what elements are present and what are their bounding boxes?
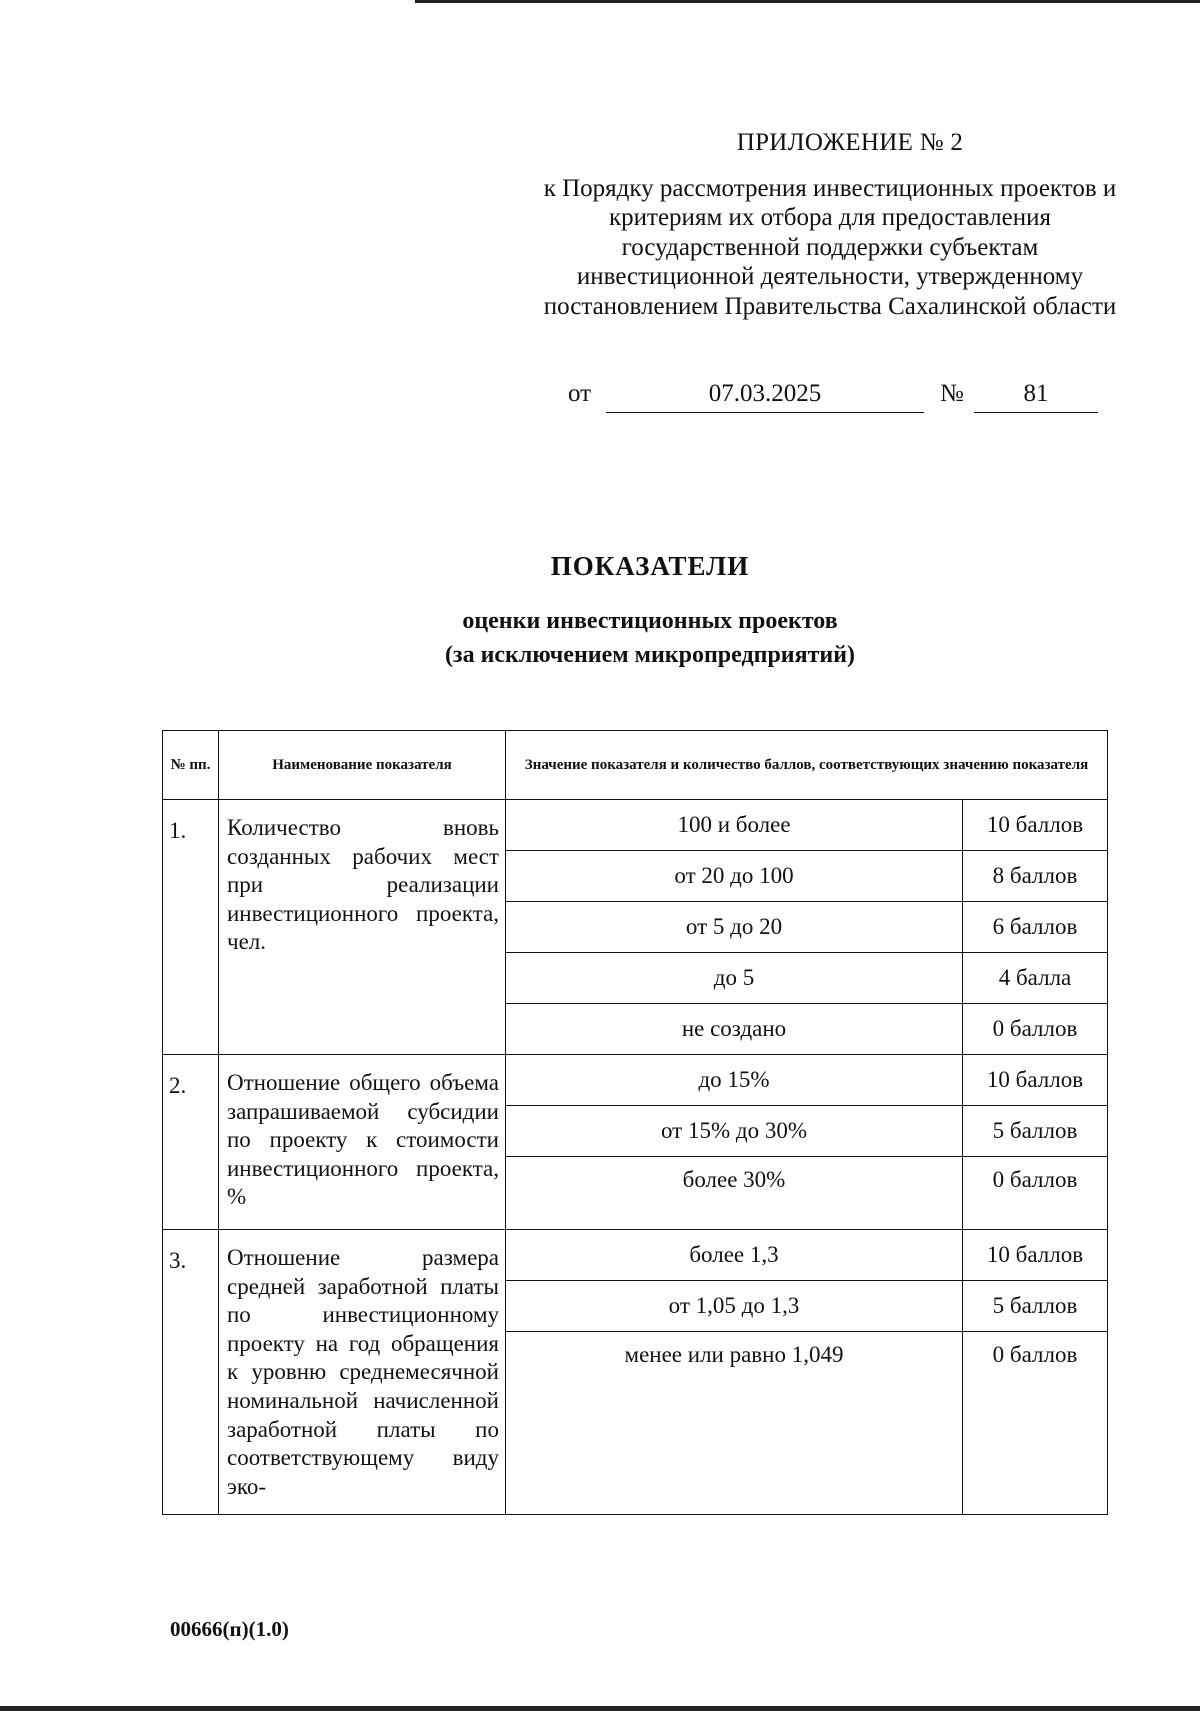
page-title: ПОКАЗАТЕЛИ — [550, 551, 750, 581]
indicator-value: от 1,05 до 1,3 — [506, 1281, 963, 1332]
indicator-points: 0 баллов — [963, 1157, 1108, 1230]
indicator-points: 10 баллов — [963, 800, 1108, 851]
indicator-name: Отношение общего объема запрашиваемой субсидии по проекту к стоимости инвестиционного проекта, % — [219, 1055, 506, 1230]
row-number: 3. — [163, 1230, 219, 1515]
table-header-row — [163, 731, 1108, 800]
indicator-points: 10 баллов — [963, 1230, 1108, 1281]
indicator-points: 0 баллов — [963, 1332, 1108, 1515]
indicator-value: от 15% до 30% — [506, 1106, 963, 1157]
table-row — [163, 1230, 1108, 1281]
table-row — [163, 1055, 1108, 1106]
indicator-points: 10 баллов — [963, 1055, 1108, 1106]
page-subtitle — [0, 604, 1200, 672]
date-value: 07.03.2025 — [606, 380, 924, 413]
date-prefix: от — [568, 380, 592, 407]
indicator-points: 5 баллов — [963, 1281, 1108, 1332]
bottom-border-line — [0, 1706, 1200, 1711]
indicator-points: 4 балла — [963, 953, 1108, 1004]
indicators-table — [162, 730, 1108, 1515]
header-name: Наименование показателя — [219, 731, 506, 800]
indicator-value: 100 и более — [506, 800, 963, 851]
indicator-points: 6 баллов — [963, 902, 1108, 953]
number-value: 81 — [974, 380, 1098, 413]
indicator-value: более 30% — [506, 1157, 963, 1230]
indicator-value: от 20 до 100 — [506, 851, 963, 902]
subtitle-line-2: (за исключением микропредприятий) — [444, 642, 856, 668]
indicator-value: менее или равно 1,049 — [506, 1332, 963, 1515]
header-num: № пп. — [163, 731, 219, 800]
indicator-points: 5 баллов — [963, 1106, 1108, 1157]
indicator-value: не создано — [506, 1004, 963, 1055]
indicator-name: Количество вновь созданных рабочих мест при реализации инвестиционного проекта, чел. — [219, 800, 506, 1055]
indicator-value: до 5 — [506, 953, 963, 1004]
indicator-value: до 15% — [506, 1055, 963, 1106]
appendix-title: ПРИЛОЖЕНИЕ № 2 — [736, 129, 964, 156]
indicator-value: от 5 до 20 — [506, 902, 963, 953]
top-border-line — [415, 0, 1200, 3]
number-prefix: № — [940, 380, 964, 407]
indicator-value: более 1,3 — [506, 1230, 963, 1281]
table-row — [163, 800, 1108, 851]
indicator-points: 8 баллов — [963, 851, 1108, 902]
row-number: 2. — [163, 1055, 219, 1230]
appendix-block — [540, 128, 1120, 321]
header-value: Значение показателя и количество баллов, соответствующих значению показателя — [506, 731, 1108, 800]
subtitle-line-1: оценки инвестиционных проектов — [462, 608, 838, 634]
document-code: 00666(п)(1.0) — [170, 1617, 289, 1641]
indicator-name: Отношение размера средней заработной платы по инвестиционному проекту на год обращения к уровню среднемесячной номинальной начисленной заработной платы по соответствующему виду эко- — [219, 1230, 506, 1515]
indicator-points: 0 баллов — [963, 1004, 1108, 1055]
row-number: 1. — [163, 800, 219, 1055]
appendix-body: к Порядку рассмотрения инвестиционных проектов и критериям их отбора для предоставления государственной поддержки субъектам инвестиционной деятельности, утвержденному постановлением Правительства Сахалинской области — [543, 175, 1117, 320]
